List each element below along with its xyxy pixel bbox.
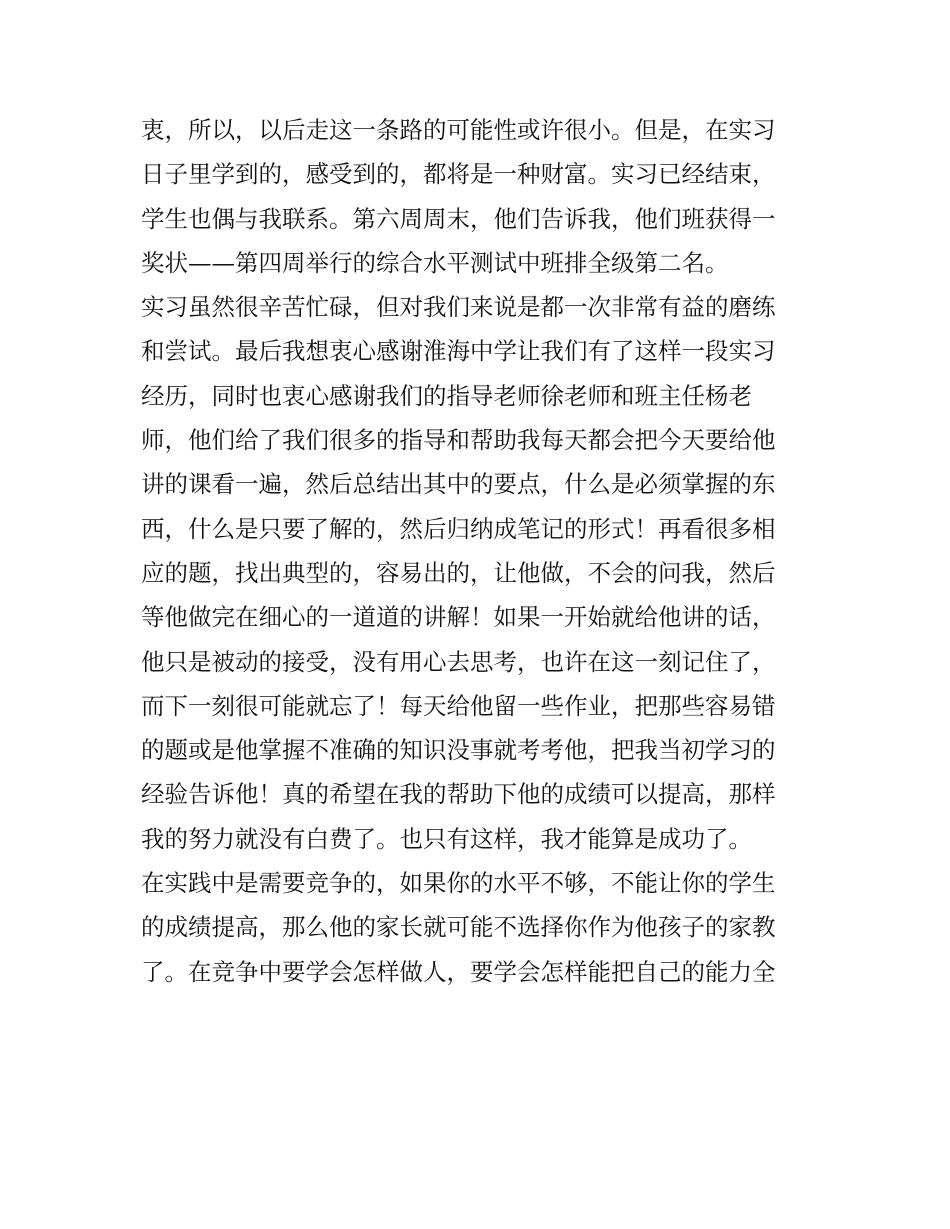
text-line: 奖状——第四周举行的综合水平测试中班排全级第二名。	[141, 248, 729, 277]
text-line: 经历，同时也衷心感谢我们的指导老师徐老师和班主任杨老	[141, 381, 752, 410]
text-line: 而下一刻很可能就忘了！每天给他留一些作业，把那些容易错	[141, 691, 776, 720]
text-line: 讲的课看一遍，然后总结出其中的要点，什么是必须掌握的东	[141, 470, 776, 499]
text-line: 日子里学到的，感受到的，都将是一种财富。实习已经结束，	[141, 160, 776, 189]
text-line: 学生也偶与我联系。第六周周末，他们告诉我，他们班获得一	[141, 204, 776, 233]
text-line: 应的题，找出典型的，容易出的，让他做，不会的问我，然后	[141, 558, 776, 587]
text-line: 我的努力就没有白费了。也只有这样，我才能算是成功了。	[141, 824, 752, 853]
text-line: 在实践中是需要竞争的，如果你的水平不够，不能让你的学生	[141, 869, 776, 898]
text-line: 和尝试。最后我想衷心感谢淮海中学让我们有了这样一段实习	[141, 337, 776, 366]
text-line: 师，他们给了我们很多的指导和帮助我每天都会把今天要给他	[141, 426, 776, 455]
text-line: 西，什么是只要了解的，然后归纳成笔记的形式！再看很多相	[141, 514, 776, 543]
text-line: 的题或是他掌握不准确的知识没事就考考他，把我当初学习的	[141, 736, 776, 765]
text-line: 了。在竞争中要学会怎样做人，要学会怎样能把自己的能力全	[141, 957, 776, 986]
text-line: 等他做完在细心的一道道的讲解！如果一开始就给他讲的话，	[141, 603, 776, 632]
body-text	[141, 108, 821, 994]
text-line: 的成绩提高，那么他的家长就可能不选择你作为他孩子的家教	[141, 913, 776, 942]
text-line: 实习虽然很辛苦忙碌，但对我们来说是都一次非常有益的磨练	[141, 293, 776, 322]
text-line: 经验告诉他！真的希望在我的帮助下他的成绩可以提高，那样	[141, 780, 776, 809]
text-line: 他只是被动的接受，没有用心去思考，也许在这一刻记住了，	[141, 647, 776, 676]
text-line: 衷，所以，以后走这一条路的可能性或许很小。但是，在实习	[141, 116, 776, 144]
